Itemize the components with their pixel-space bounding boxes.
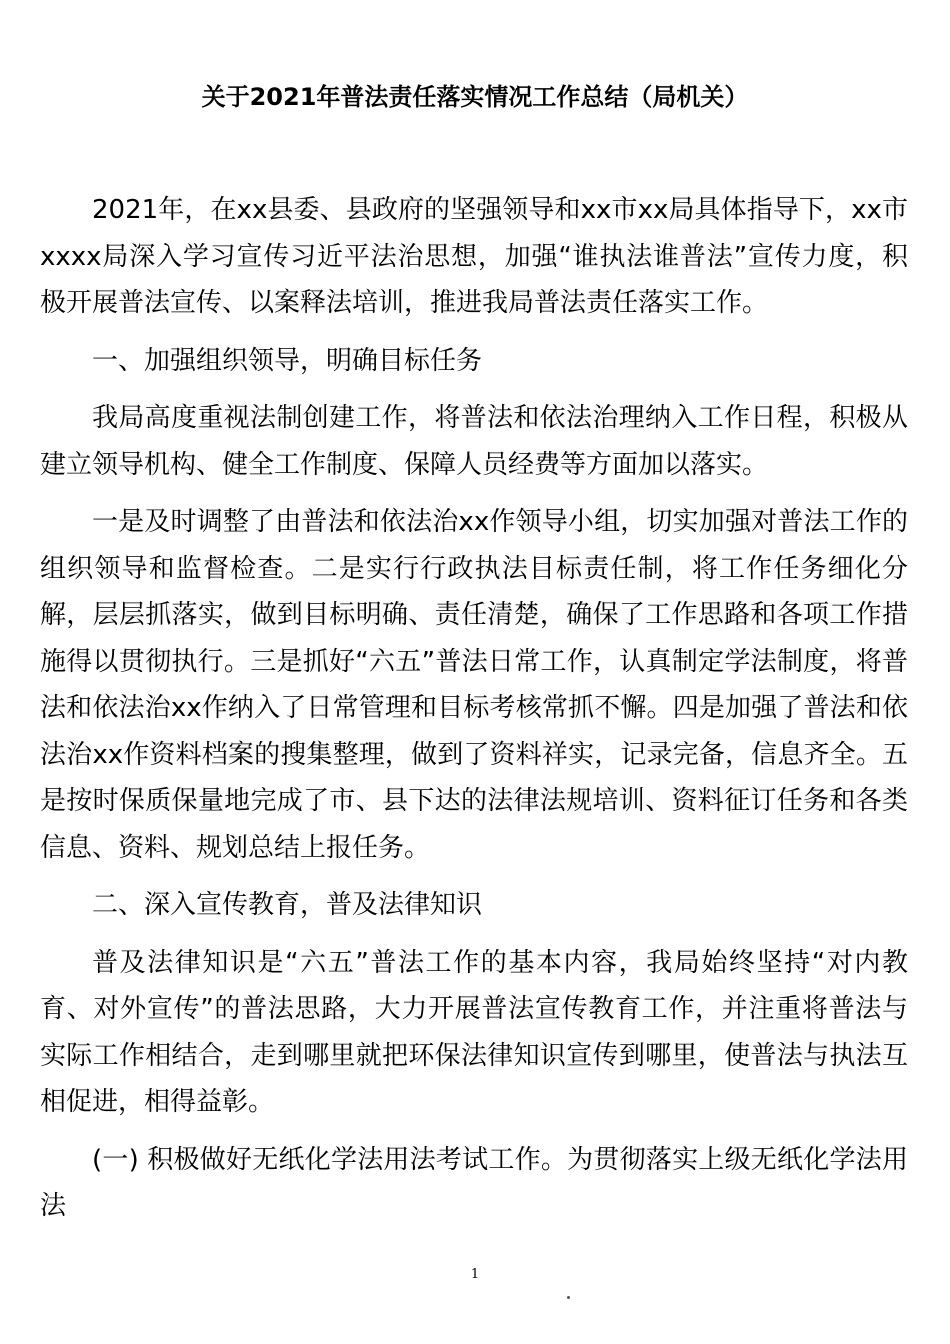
document-body xyxy=(40,187,908,1241)
footer-dot xyxy=(567,1296,570,1299)
paragraph-section-2-intro: 普及法律知识是“六五”普法工作的基本内容，我局始终坚持“对内教育、对外宣传”的普法思路，大力开展普法宣传教育工作，并注重将普法与实际工作相结合，走到哪里就把环保法律知识宣传到哪里，使普法与执法互相促进，相得益彰。 xyxy=(40,947,908,1117)
paragraph-section-1-intro: 我局高度重视法制创建工作，将普法和依法治理纳入工作日程，积极从建立领导机构、健全工作制度、保障人员经费等方面加以落实。 xyxy=(40,403,908,480)
paragraph-subsection-1: (一) 积极做好无纸化学法用法考试工作。为贯彻落实上级无纸化学法用法 xyxy=(40,1144,908,1221)
section-heading-1: 一、加强组织领导，明确目标任务 xyxy=(92,345,483,376)
section-heading-2: 二、深入宣传教育，普及法律知识 xyxy=(92,890,483,920)
paragraph-section-1-details: 一是及时调整了由普法和依法治xx作领导小组，切实加强对普法工作的组织领导和监督检查。二是实行行政执法目标责任制，将工作任务细化分解，层层抓落实，做到目标明确、责任清楚，确保了工作思路和各项工作措施得以贯彻执行。三是抓好“六五”普法日常工作，认真制定学法制度，将普法和依法治xx作纳入了日常管理和目标考核常抓不懈。四是加强了普法和依法治xx作资料档案的搜集整理，做到了资料祥实，记录完备，信息齐全。五是按时保质保量地完成了市、县下达的法律法规培训、资料征订任务和各类信息、资料、规划总结上报任务。 xyxy=(40,507,908,863)
document-title: 关于2021年普法责任落实情况工作总结（局机关） xyxy=(201,83,749,111)
paragraph-intro: 2021年，在xx县委、县政府的坚强领导和xx市xx局具体指导下，xx市xxxx局深入学习宣传习近平法治思想，加强“谁执法谁普法”宣传力度，积极开展普法宣传、以案释法培训，推进我局普法责任落实工作。 xyxy=(40,195,908,318)
page-number: 1 xyxy=(470,1267,480,1282)
